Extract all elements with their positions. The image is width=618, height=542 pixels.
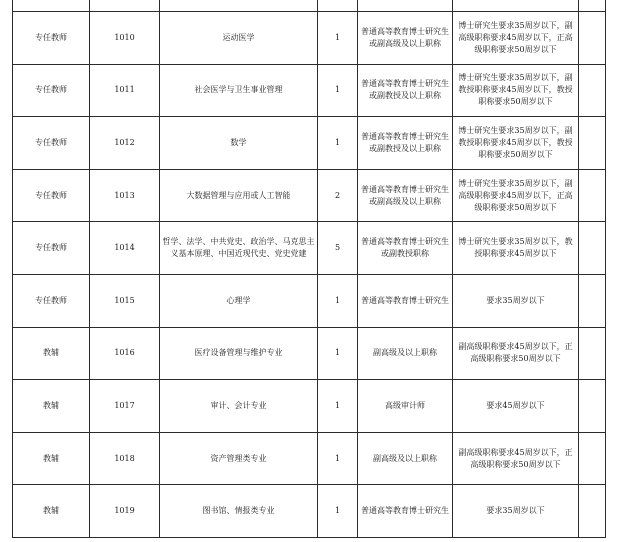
major-cell: 大数据管理与应用或人工智能 [160, 169, 318, 222]
category-cell: 专任教师 [13, 117, 90, 170]
table-cell [13, 0, 90, 12]
count-cell: 5 [318, 222, 358, 275]
major-cell: 哲学、法学、中共党史、政治学、马克思主义基本原理、中国近现代史、党史党建 [160, 222, 318, 275]
table-cell [358, 0, 453, 12]
table-row [13, 380, 606, 433]
requirement-cell: 博士研究生要求35周岁以下，副高级职称要求45周岁以下，正高级职称要求50周岁以下 [453, 169, 579, 222]
category-cell: 专任教师 [13, 169, 90, 222]
requirement-cell: 副高级职称要求45周岁以下，正高级职称要求50周岁以下 [453, 432, 579, 485]
notes-cell [579, 12, 606, 65]
code-cell: 1017 [90, 380, 160, 433]
count-cell: 1 [318, 327, 358, 380]
code-cell: 1010 [90, 12, 160, 65]
education-cell: 普通高等教育博士研究生或副教授及以上职称 [358, 64, 453, 117]
table-row [13, 169, 606, 222]
requirement-cell: 博士研究生要求35周岁以下，副教授职称要求45周岁以下，教授职称要求50周岁以下 [453, 117, 579, 170]
major-cell: 审计、会计专业 [160, 380, 318, 433]
major-cell: 图书馆、情报类专业 [160, 485, 318, 538]
notes-cell [579, 222, 606, 275]
category-cell: 专任教师 [13, 12, 90, 65]
requirement-cell: 要求35周岁以下 [453, 274, 579, 327]
notes-cell [579, 432, 606, 485]
education-cell: 普通高等教育博士研究生 [358, 485, 453, 538]
notes-cell [579, 169, 606, 222]
requirement-cell: 博士研究生要求35周岁以下，副教授职称要求45周岁以下，教授职称要求50周岁以下 [453, 64, 579, 117]
education-cell: 普通高等教育博士研究生或副高级及以上职称 [358, 169, 453, 222]
table-cell [90, 0, 160, 12]
recruitment-table [12, 0, 606, 538]
major-cell: 数学 [160, 117, 318, 170]
table-row [13, 327, 606, 380]
category-cell: 教辅 [13, 380, 90, 433]
code-cell: 1013 [90, 169, 160, 222]
notes-cell [579, 327, 606, 380]
code-cell: 1016 [90, 327, 160, 380]
table-row [13, 12, 606, 65]
notes-cell [579, 485, 606, 538]
code-cell: 1014 [90, 222, 160, 275]
major-cell: 心理学 [160, 274, 318, 327]
major-cell: 社会医学与卫生事业管理 [160, 64, 318, 117]
table-body [13, 0, 606, 537]
major-cell: 医疗设备管理与维护专业 [160, 327, 318, 380]
requirement-cell: 博士研究生要求35周岁以下，教授职称要求45周岁以下 [453, 222, 579, 275]
table-row [13, 222, 606, 275]
code-cell: 1011 [90, 64, 160, 117]
education-cell: 高级审计师 [358, 380, 453, 433]
education-cell: 普通高等教育博士研究生或副教授及以上职称 [358, 117, 453, 170]
count-cell: 1 [318, 380, 358, 433]
code-cell: 1018 [90, 432, 160, 485]
table-row [13, 485, 606, 538]
table-row [13, 117, 606, 170]
education-cell: 普通高等教育博士研究生 [358, 274, 453, 327]
notes-cell [579, 274, 606, 327]
table-row [13, 64, 606, 117]
count-cell: 1 [318, 117, 358, 170]
category-cell: 教辅 [13, 327, 90, 380]
requirement-cell: 要求45周岁以下 [453, 380, 579, 433]
code-cell: 1012 [90, 117, 160, 170]
count-cell: 1 [318, 64, 358, 117]
education-cell: 副高级及以上职称 [358, 432, 453, 485]
notes-cell [579, 380, 606, 433]
major-cell: 资产管理类专业 [160, 432, 318, 485]
requirement-cell: 副高级职称要求45周岁以下，正高级职称要求50周岁以下 [453, 327, 579, 380]
table-cell [160, 0, 318, 12]
category-cell: 教辅 [13, 432, 90, 485]
table-cell [318, 0, 358, 12]
requirement-cell: 要求35周岁以下 [453, 485, 579, 538]
count-cell: 1 [318, 432, 358, 485]
notes-cell [579, 64, 606, 117]
category-cell: 教辅 [13, 485, 90, 538]
education-cell: 普通高等教育博士研究生或副高级及以上职称 [358, 12, 453, 65]
code-cell: 1019 [90, 485, 160, 538]
category-cell: 专任教师 [13, 222, 90, 275]
count-cell: 1 [318, 12, 358, 65]
category-cell: 专任教师 [13, 64, 90, 117]
count-cell: 1 [318, 485, 358, 538]
major-cell: 运动医学 [160, 12, 318, 65]
notes-cell [579, 117, 606, 170]
count-cell: 1 [318, 274, 358, 327]
requirement-cell: 博士研究生要求35周岁以下，副高级职称要求45周岁以下，正高级职称要求50周岁以下 [453, 12, 579, 65]
category-cell: 专任教师 [13, 274, 90, 327]
table-row-partial [13, 0, 606, 12]
table-row [13, 432, 606, 485]
count-cell: 2 [318, 169, 358, 222]
table-cell [453, 0, 579, 12]
code-cell: 1015 [90, 274, 160, 327]
table-cell [579, 0, 606, 12]
education-cell: 副高级及以上职称 [358, 327, 453, 380]
table-row [13, 274, 606, 327]
education-cell: 普通高等教育博士研究生或副教授职称 [358, 222, 453, 275]
